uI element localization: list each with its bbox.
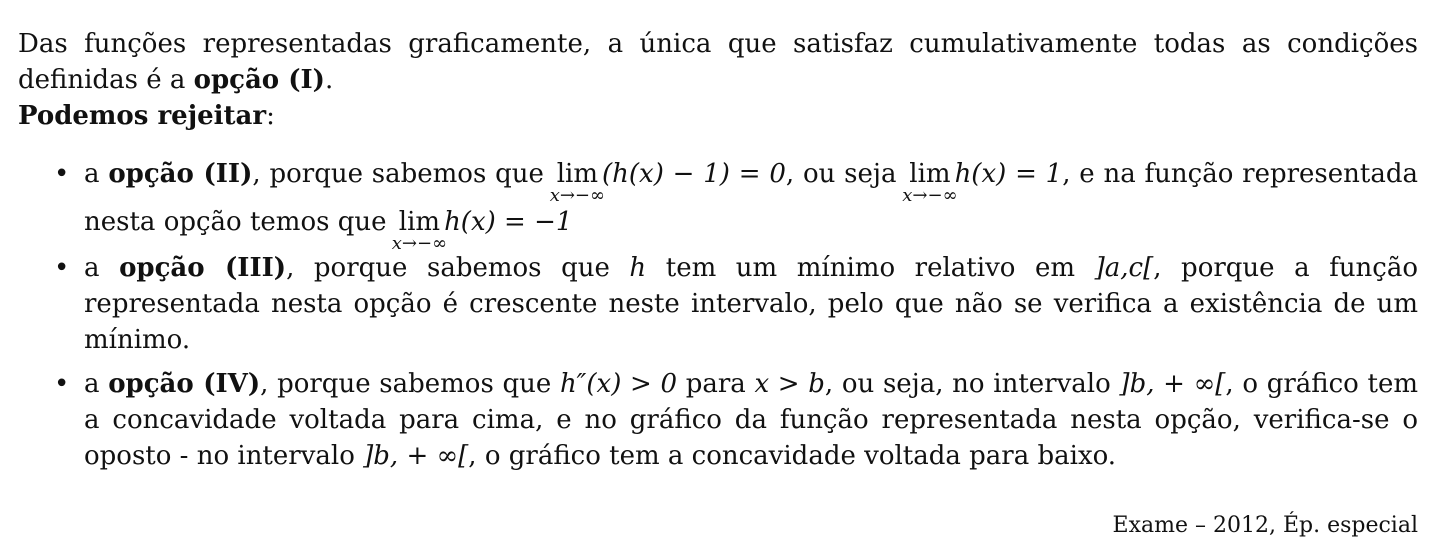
bullet-icon: • — [54, 159, 70, 189]
limit-expression-2 — [902, 159, 958, 206]
intro-line1: Das funções representadas graficamente, a única que satisfaz cumulativamente todas as condições definidas — [18, 29, 1418, 95]
math-expression-3: h(x) = −1 — [444, 207, 573, 237]
item-text-2: , ou seja — [785, 159, 906, 189]
item-text-2: para — [677, 369, 755, 399]
bullet-icon: • — [54, 369, 70, 399]
math-expression-4: ]b, + ∞[ — [363, 441, 469, 471]
reject-heading-colon: : — [266, 101, 275, 131]
source-footer: Exame – 2012, Ép. especial — [1112, 513, 1418, 538]
item-lead: a — [84, 159, 109, 189]
option-label: opção (IV) — [108, 369, 261, 399]
lim-word: lim — [909, 159, 951, 189]
item-lead: a — [84, 253, 120, 283]
document-body — [18, 26, 1418, 482]
reject-heading-bold: Podemos rejeitar — [18, 101, 267, 131]
lim-subscript: x→−∞ — [391, 233, 448, 254]
intro-line2-suffix: . — [324, 65, 334, 95]
math-expression-2: h(x) = 1 — [954, 159, 1063, 189]
bullet-icon: • — [54, 253, 70, 283]
reject-heading — [18, 98, 1418, 134]
math-expression-1: h″(x) > 0 — [559, 369, 678, 399]
math-expression-1: (h(x) − 1) = 0 — [602, 159, 786, 189]
intro-line2-prefix: é a — [146, 65, 194, 95]
item-text-4: , o gráfico tem a concavidade voltada para cima, e no gráfico da função representada nesta opção, verifica-se o oposto - no intervalo — [84, 369, 1418, 471]
math-expression-3: ]b, + ∞[ — [1119, 369, 1226, 399]
limit-expression-1 — [549, 159, 605, 206]
item-lead: a — [84, 369, 109, 399]
list-item-option-3 — [18, 250, 1418, 358]
item-text-3: , e na função representada nesta opção temos que — [84, 159, 1419, 237]
item-text-1: , porque sabemos que — [286, 253, 630, 283]
intro-paragraph — [18, 26, 1418, 98]
math-expression-2: x > b — [754, 369, 825, 399]
lim-subscript: x→−∞ — [902, 185, 958, 206]
lim-word: lim — [556, 159, 598, 189]
item-text-5: , o gráfico tem a concavidade voltada para baixo. — [468, 441, 1117, 471]
answer-option: opção (I) — [193, 65, 325, 95]
list-item-option-2 — [18, 150, 1419, 254]
item-text-1: , porque sabemos que — [260, 369, 560, 399]
option-label: opção (III) — [119, 253, 287, 283]
lim-word: lim — [398, 207, 441, 237]
list-item-option-4 — [18, 366, 1418, 474]
math-expression-1: h — [629, 253, 647, 283]
item-text-3: , porque a função representada nesta opção é crescente neste intervalo, pelo que não se verifica a existência de um mínimo. — [84, 253, 1419, 355]
item-text-2: tem um mínimo relativo em — [646, 253, 1095, 283]
item-text-3: , ou seja, no intervalo — [824, 369, 1120, 399]
item-text-1: , porque sabemos que — [252, 159, 553, 189]
rejection-list — [18, 150, 1418, 474]
option-label: opção (II) — [108, 159, 253, 189]
limit-expression-3 — [391, 207, 448, 254]
lim-subscript: x→−∞ — [549, 185, 605, 206]
math-expression-2: ]a,c[ — [1094, 253, 1154, 283]
